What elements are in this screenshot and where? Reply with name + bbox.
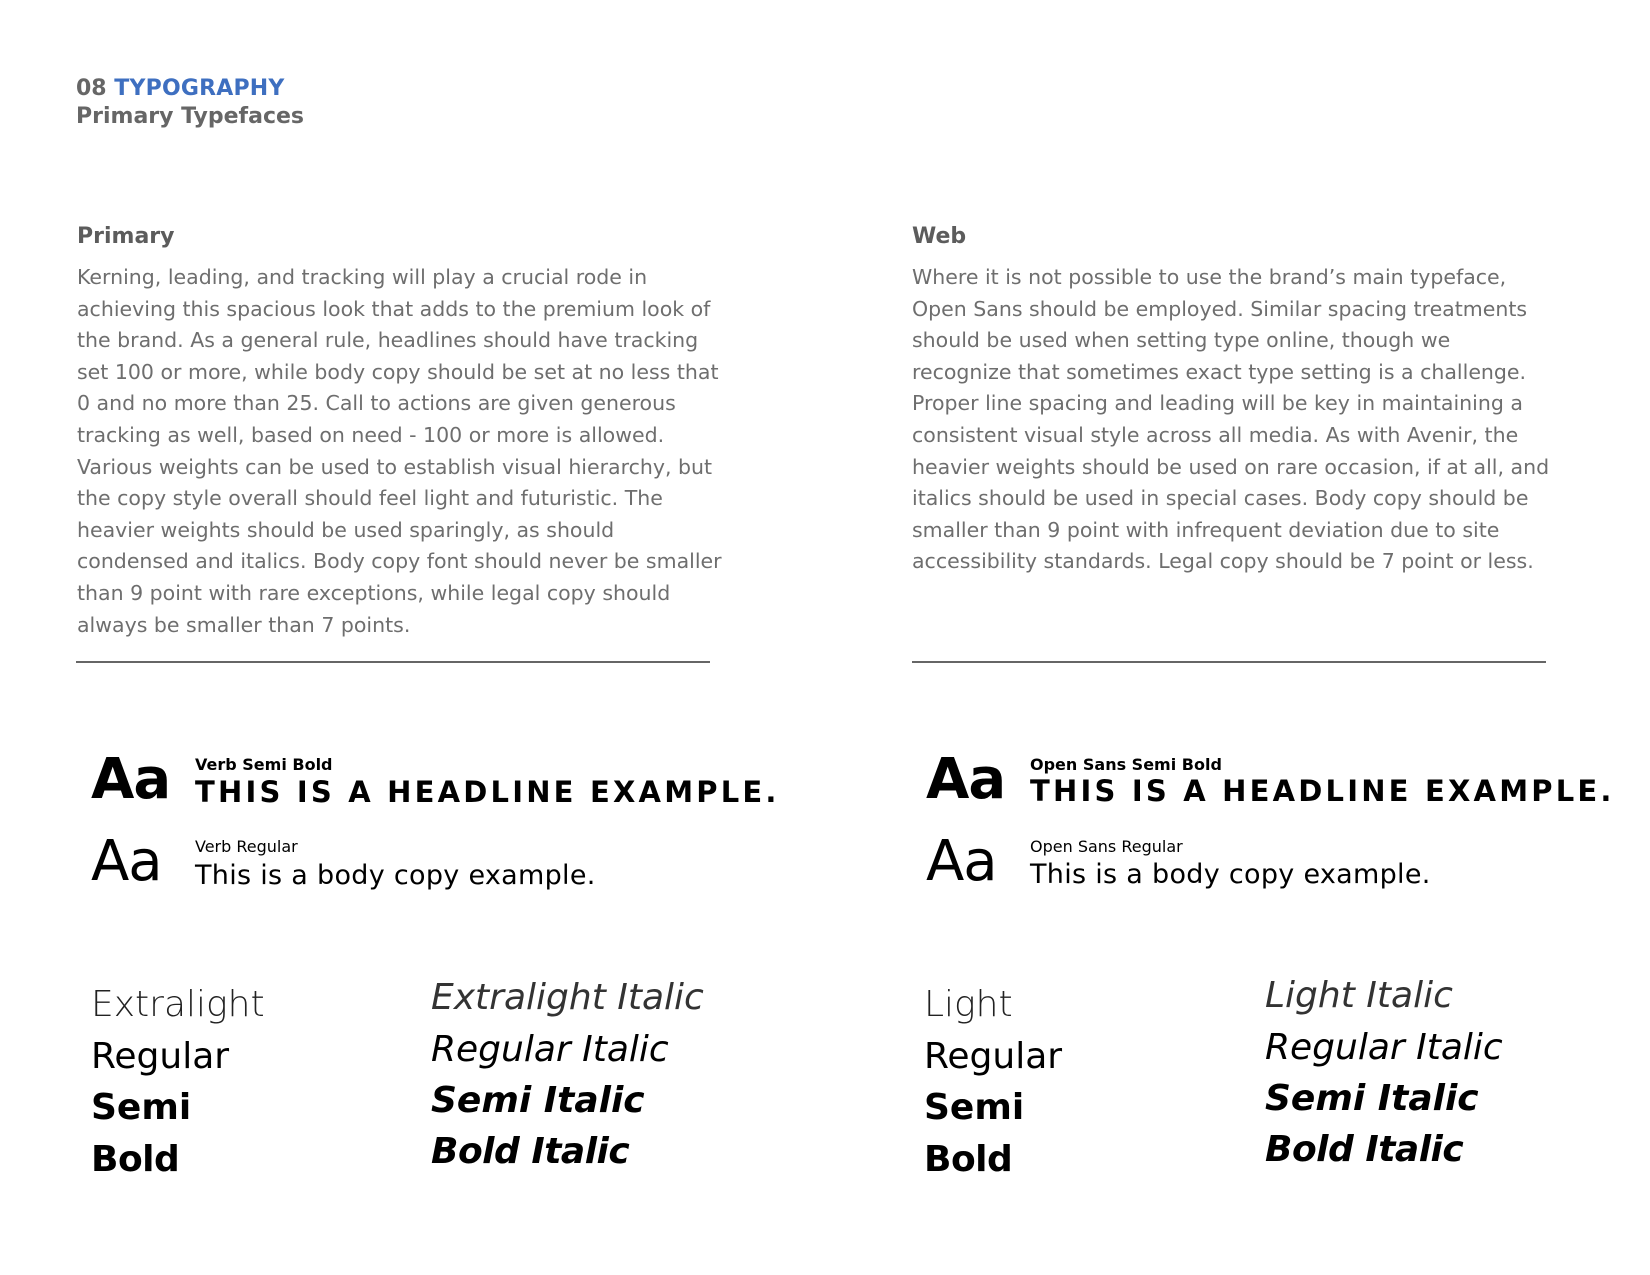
web-divider	[912, 661, 1546, 663]
primary-semibold-glyph: Aa	[91, 747, 171, 812]
section-header	[76, 76, 285, 101]
web-headline-example: THIS IS A HEADLINE EXAMPLE.	[1030, 774, 1615, 808]
primary-body-example: This is a body copy example.	[195, 860, 596, 891]
web-weight-regular-italic: Regular Italic	[1265, 1027, 1503, 1068]
primary-weight-semi: Semi	[91, 1087, 192, 1128]
primary-heading: Primary	[77, 224, 175, 249]
section-number: 08	[76, 76, 107, 101]
web-weight-semi: Semi	[924, 1087, 1025, 1128]
web-regular-label: Open Sans Regular	[1030, 837, 1183, 856]
primary-weight-regular: Regular	[91, 1036, 230, 1077]
web-weight-regular: Regular	[924, 1036, 1063, 1077]
primary-divider	[76, 661, 710, 663]
primary-weight-regular-italic: Regular Italic	[431, 1029, 669, 1070]
web-body-example: This is a body copy example.	[1030, 859, 1431, 890]
primary-headline-example: THIS IS A HEADLINE EXAMPLE.	[195, 775, 780, 809]
primary-body-text: Kerning, leading, and tracking will play a crucial rode in achieving this spacious look that adds to the premium look of the brand. As a general rule, headlines should have tracking set 100 or more, while body copy should be set at no less that 0 and no more than 25. Call to actions are given generous tracking as well, based on need - 100 or more is allowed. Various weights can be used to establish visual hierarchy, but the copy style overall should feel light and futuristic. The heavier weights should be used sparingly, as should condensed and italics. Body copy font should never be smaller than 9 point with rare exceptions, while legal copy should always be smaller than 7 points.	[77, 265, 722, 637]
primary-semibold-label: Verb Semi Bold	[195, 755, 333, 774]
web-heading: Web	[912, 224, 967, 249]
primary-weight-bold-italic: Bold Italic	[431, 1131, 630, 1172]
web-weight-semi-italic: Semi Italic	[1265, 1078, 1479, 1119]
page-subtitle: Primary Typefaces	[76, 104, 305, 129]
web-weight-light-italic: Light Italic	[1265, 975, 1453, 1016]
primary-regular-label: Verb Regular	[195, 837, 298, 856]
primary-weight-bold: Bold	[91, 1139, 180, 1180]
web-weight-light: Light	[924, 984, 1013, 1025]
web-semibold-glyph: Aa	[926, 747, 1006, 812]
primary-weight-semi-italic: Semi Italic	[431, 1080, 645, 1121]
web-weight-bold-italic: Bold Italic	[1265, 1129, 1464, 1170]
primary-weight-extralight-italic: Extralight Italic	[431, 977, 704, 1018]
web-weight-bold: Bold	[924, 1139, 1013, 1180]
web-regular-glyph: Aa	[926, 829, 997, 894]
web-semibold-label: Open Sans Semi Bold	[1030, 755, 1222, 774]
section-title: TYPOGRAPHY	[114, 76, 285, 101]
primary-weight-extralight: Extralight	[91, 984, 265, 1025]
web-body-text: Where it is not possible to use the brand’s main typeface, Open Sans should be employed. Similar spacing treatments should be used when setting type online, though we recognize that sometimes exact type setting is a challenge. Proper line spacing and leading will be key in maintaining a consistent visual style across all media. As with Avenir, the heavier weights should be used on rare occasion, if at all, and italics should be used in special cases. Body copy should be smaller than 9 point with infrequent deviation due to site accessibility standards. Legal copy should be 7 point or less.	[912, 265, 1550, 574]
primary-regular-glyph: Aa	[91, 829, 162, 894]
